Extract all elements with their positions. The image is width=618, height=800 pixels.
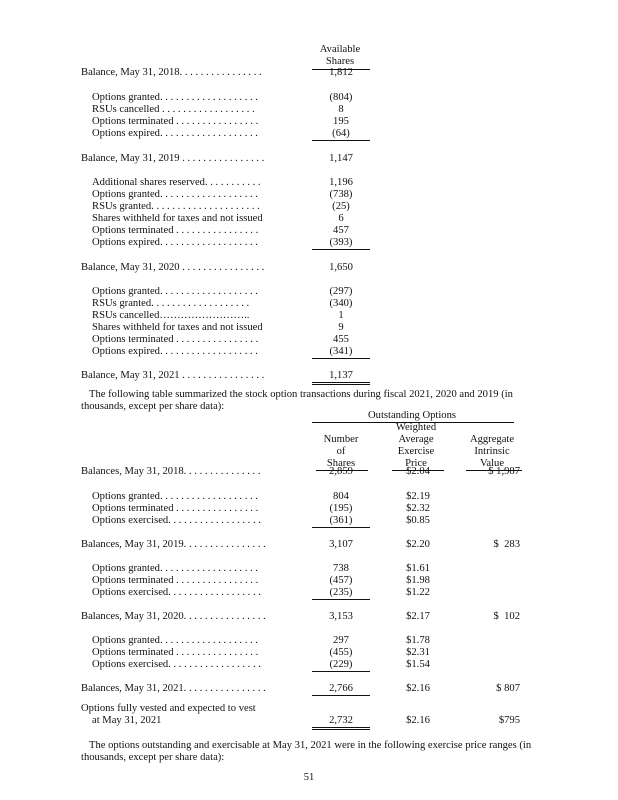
available-shares-row [0,310,618,322]
row-label: Options granted. . . . . . . . . . . . . . . . . . . [92,92,258,103]
row-label: Options terminated . . . . . . . . . . . . . . . . [92,647,259,658]
row-label: Balances, May 31, 2020. . . . . . . . . . . . . . . . [81,611,266,622]
available-shares-value: (64) [312,128,370,141]
available-shares-row [0,225,618,237]
available-shares-row [0,104,618,116]
row-label: Balances, May 31, 2019. . . . . . . . . . . . . . . . [81,539,266,550]
available-shares-row [0,322,618,334]
row-label: Options expired. . . . . . . . . . . . . . . . . . . [92,128,258,139]
available-shares-value: 195 [333,116,349,127]
option-transaction-row [0,515,618,527]
available-shares-row [0,334,618,346]
row-label: Options expired. . . . . . . . . . . . . . . . . . . [92,237,258,248]
exercise-price-value: $2.17 [406,611,430,622]
available-shares-value: 1,196 [329,177,353,188]
intrinsic-value: $ 283 [493,539,520,550]
option-transaction-row [0,466,618,478]
row-label: Balances, May 31, 2018. . . . . . . . . . . . . . . [81,466,261,477]
available-shares-value: (804) [329,92,353,103]
exercise-price-value: $2.16 [406,683,430,694]
intrinsic-value: $ 1,987 [488,466,520,477]
exercise-price-value: $2.20 [406,539,430,550]
vested-value: $795 [498,715,520,726]
row-label: Balances, May 31, 2021. . . . . . . . . . . . . . . . [81,683,266,694]
shares-value: 297 [333,635,349,646]
available-shares-value: 6 [338,213,344,224]
available-shares-row [0,189,618,201]
weighted-average-price-header: Weighted Average Exercise Price [395,422,437,469]
available-shares-row [0,116,618,128]
available-shares-row [0,298,618,310]
option-transaction-row [0,503,618,515]
available-shares-row [0,346,618,358]
row-label: Options granted. . . . . . . . . . . . . . . . . . . [92,491,258,502]
intrinsic-value: $ 807 [496,683,520,694]
row-label: Additional shares reserved. . . . . . . . . . . [92,177,261,188]
shares-value: 804 [333,491,349,502]
available-shares-row [0,237,618,249]
available-shares-value: (340) [329,298,353,309]
row-label: RSUs granted. . . . . . . . . . . . . . . . . . . [92,298,250,309]
available-shares-value: 455 [333,334,349,345]
row-label: Options exercised. . . . . . . . . . . . . . . . . . [92,515,261,526]
available-shares-row [0,370,618,382]
available-shares-row [0,128,618,140]
row-label: Balance, May 31, 2019 . . . . . . . . . . . . . . . . [81,153,265,164]
exercise-price-value: $0.85 [406,515,430,526]
option-transaction-row [0,491,618,503]
row-label: RSUs cancelled . . . . . . . . . . . . . . . . . . [92,104,255,115]
row-label: Options expired. . . . . . . . . . . . . . . . . . . [92,346,258,357]
exercise-price-value: $2.32 [406,503,430,514]
shares-value: (195) [329,503,353,514]
available-shares-value: (738) [329,189,353,200]
outstanding-options-header: Outstanding Options [368,410,456,421]
shares-value: 738 [333,563,349,574]
vested-price: $2.16 [406,715,430,726]
exercise-price-value: $1.78 [406,635,430,646]
row-label: Shares withheld for taxes and not issued [92,322,263,333]
option-transaction-row [0,587,618,599]
available-shares-row [0,153,618,165]
exercise-price-value: $1.22 [406,587,430,598]
exercise-price-value: $2.04 [406,466,430,477]
available-shares-value: (297) [329,286,353,297]
available-shares-value: (341) [312,346,370,359]
option-transaction-row [0,635,618,647]
option-transaction-row [0,575,618,587]
available-shares-value: 1,137 [312,370,370,385]
intrinsic-value: $ 102 [493,611,520,622]
available-shares-row [0,67,618,79]
available-shares-value: (393) [312,237,370,250]
available-shares-value: 457 [333,225,349,236]
shares-value: 2,859 [329,466,353,477]
intro-paragraph: The following table summarized the stock option transactions during fiscal 2021, 2020 and 2019 (in thousands, except per share data): [81,389,513,412]
vested-label-line2: at May 31, 2021 [92,715,162,726]
row-label: Options terminated . . . . . . . . . . . . . . . . [92,116,259,127]
shares-value: 3,153 [329,611,353,622]
exercise-price-value: $1.98 [406,575,430,586]
row-label: Options granted. . . . . . . . . . . . . . . . . . . [92,635,258,646]
row-label: Options exercised. . . . . . . . . . . . . . . . . . [92,587,261,598]
exercise-price-value: $1.54 [406,659,430,670]
option-transaction-row [0,683,618,695]
available-shares-row [0,286,618,298]
row-label: Options terminated . . . . . . . . . . . . . . . . [92,575,259,586]
aggregate-intrinsic-value-header: Aggregate Intrinsic Value [469,434,515,469]
available-shares-value: 8 [338,104,344,115]
shares-value: 2,766 [312,683,370,696]
row-label: Options granted. . . . . . . . . . . . . . . . . . . [92,286,258,297]
shares-value: (457) [329,575,353,586]
row-label: RSUs granted. . . . . . . . . . . . . . . . . . . . . [92,201,260,212]
row-label: Balance, May 31, 2020 . . . . . . . . . . . . . . . . [81,262,265,273]
available-shares-header: Available Shares [319,44,361,67]
exercise-price-value: $2.31 [406,647,430,658]
shares-value: (229) [312,659,370,672]
available-shares-value: 9 [338,322,344,333]
option-transaction-row [0,611,618,623]
available-shares-value: 1,147 [329,153,353,164]
row-label: Shares withheld for taxes and not issued [92,213,263,224]
shares-value: (455) [329,647,353,658]
exercise-price-value: $1.61 [406,563,430,574]
option-transaction-row [0,659,618,671]
row-label: Options terminated . . . . . . . . . . . . . . . . [92,503,259,514]
row-label: Options terminated . . . . . . . . . . . . . . . . [92,334,259,345]
row-label: Balance, May 31, 2018. . . . . . . . . . . . . . . . [81,67,262,78]
available-shares-row [0,262,618,274]
option-transaction-row [0,563,618,575]
available-shares-value: 1 [338,310,344,321]
shares-value: (361) [312,515,370,528]
shares-value: (235) [312,587,370,600]
vested-shares: 2,732 [312,715,370,730]
available-shares-row [0,213,618,225]
row-label: Balance, May 31, 2021 . . . . . . . . . . . . . . . . [81,370,265,381]
shares-value: 3,107 [329,539,353,550]
exercise-price-value: $2.19 [406,491,430,502]
option-transaction-row [0,647,618,659]
price-ranges-paragraph: The options outstanding and exercisable at May 31, 2021 were in the following exercise price ranges (in thousands, except per share data): [81,740,532,763]
available-shares-row [0,177,618,189]
page-number: 51 [303,772,315,783]
available-shares-value: (25) [332,201,350,212]
number-of-shares-header: Number of Shares [323,434,359,469]
row-label: Options exercised. . . . . . . . . . . . . . . . . . [92,659,261,670]
row-label: Options granted. . . . . . . . . . . . . . . . . . . [92,189,258,200]
row-label: Options terminated . . . . . . . . . . . . . . . . [92,225,259,236]
available-shares-value: 1,650 [329,262,353,273]
available-shares-value: 1,812 [329,67,353,78]
row-label: Options granted. . . . . . . . . . . . . . . . . . . [92,563,258,574]
available-shares-row [0,201,618,213]
available-shares-row [0,92,618,104]
vested-label-line1: Options fully vested and expected to vest [81,703,256,714]
row-label: RSUs cancelled…………………….. [92,310,250,321]
option-transaction-row [0,539,618,551]
